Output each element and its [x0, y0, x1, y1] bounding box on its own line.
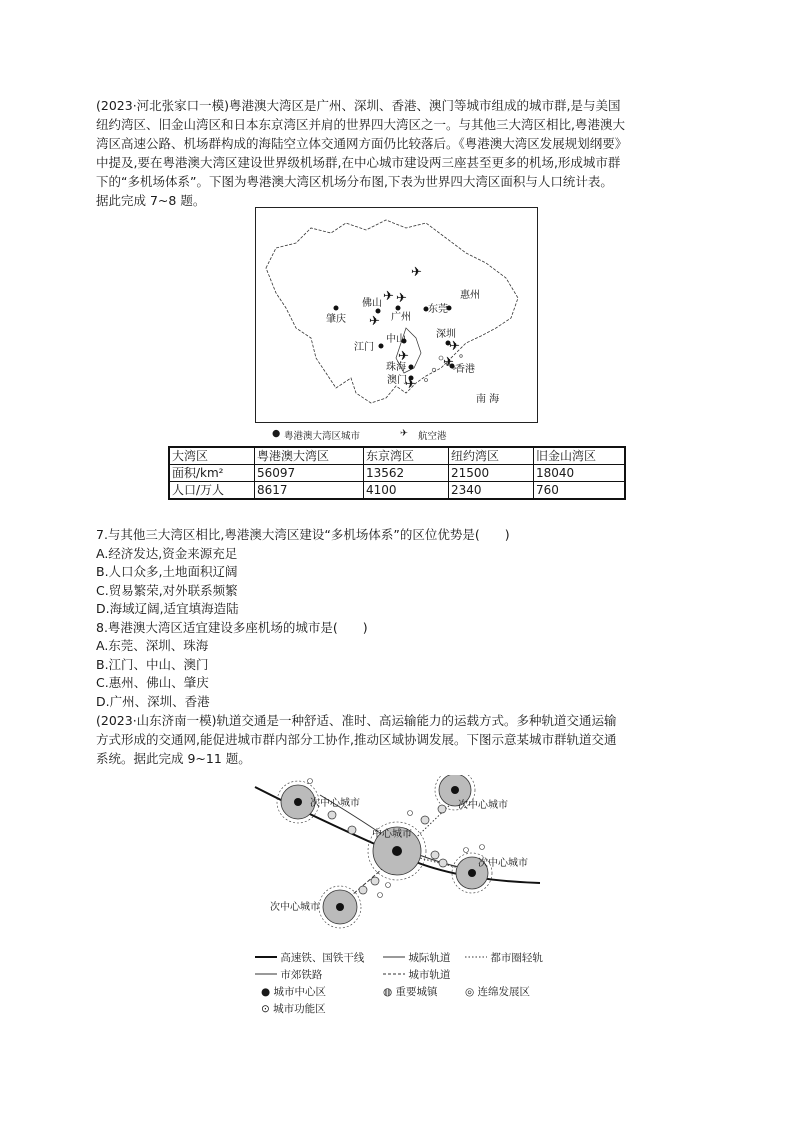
question-8-stem: 8.粤港澳大湾区适宜建设多座机场的城市是( ) [96, 619, 368, 635]
city-label-guangzhou: 广州 [391, 312, 411, 323]
legend-label: 城市功能区 [273, 1003, 326, 1015]
question-8-option[interactable]: D.广州、深圳、香港 [96, 693, 210, 709]
table-cell: 东京湾区 [364, 447, 449, 465]
question-7-stem: 7.与其他三大湾区相比,粤港澳大湾区建设“多机场体系”的区位优势是( ) [96, 527, 510, 542]
legend-intercity [383, 950, 450, 965]
city-label-zhaoqing: 肇庆 [326, 314, 346, 325]
sub-center-label: 次中心城市 [310, 798, 360, 809]
legend-label: 重要城镇 [395, 986, 438, 998]
contiguous-icon: ◎ [465, 986, 475, 998]
intro1-line: 中提及,要在粤港澳大湾区建设世界级机场群,在中心城市建设两三座甚至更多的机场,形成城市群 [96, 155, 621, 170]
intro2-line: (2023·山东济南一模)轨道交通是一种舒适、准时、高运输能力的运载方式。多种轨道交通运输 [96, 713, 617, 728]
legend-functional [261, 1001, 326, 1016]
legend-center [261, 984, 326, 999]
city-label-zhuhai: 珠海 [386, 362, 406, 373]
svg-text:✈: ✈ [449, 339, 460, 354]
legend-town [383, 984, 438, 999]
legend-label: 城际轨道 [408, 952, 451, 964]
table-cell: 4100 [364, 482, 449, 500]
table-header-row [169, 447, 625, 465]
sub-center-label: 次中心城市 [458, 800, 508, 811]
svg-text:✈: ✈ [369, 314, 380, 329]
question-7-option[interactable]: C.贸易繁荣,对外联系频繁 [96, 582, 238, 598]
city-label-zhongshan: 中山 [386, 334, 406, 345]
legend-label: 市郊铁路 [280, 969, 323, 981]
rail-transit-diagram [250, 775, 550, 945]
table-cell: 人口/万人 [169, 482, 255, 500]
legend-contiguous [465, 984, 530, 999]
legend-label: 连绵发展区 [477, 986, 531, 998]
svg-text:✈: ✈ [383, 289, 394, 304]
table-cell: 18040 [534, 465, 626, 482]
sub-center-label: 次中心城市 [270, 902, 320, 913]
legend-swatch [465, 953, 487, 961]
legend-swatch [383, 970, 405, 978]
map-drawing [256, 208, 537, 422]
table-cell: 粤港澳大湾区 [255, 447, 364, 465]
legend-label: 高速铁、国铁干线 [280, 952, 365, 964]
town-icon: ◍ [383, 986, 393, 998]
question-8-option[interactable]: C.惠州、佛山、肇庆 [96, 675, 209, 690]
legend-swatch [255, 970, 277, 978]
intro1-line: 纽约湾区、旧金山湾区和日本东京湾区并肩的世界四大湾区之一。与其他三大湾区相比,粤港澳大 [96, 117, 625, 132]
question-7-option[interactable]: B.人口众多,土地面积辽阔 [96, 564, 238, 579]
legend-metro-light [465, 950, 543, 965]
city-label-shenzhen: 深圳 [436, 329, 456, 340]
table-cell: 760 [534, 482, 626, 500]
legend-swatch [255, 953, 277, 961]
svg-text:✈: ✈ [405, 377, 416, 392]
intro2-line: 方式形成的交通网,能促进城市群内部分工协作,推动区域协调发展。下图示意某城市群轨道交通 [96, 732, 617, 747]
svg-text:✈: ✈ [398, 349, 409, 364]
question-8-option[interactable]: B.江门、中山、澳门 [96, 656, 209, 672]
functional-icon: ⊙ [261, 1003, 270, 1015]
city-label-huizhou: 惠州 [460, 290, 480, 301]
bay-area-stats-table [168, 446, 626, 500]
svg-text:✈: ✈ [443, 355, 454, 370]
table-cell: 大湾区 [169, 447, 255, 465]
intro1-line: 下的“多机场体系”。下图为粤港澳大湾区机场分布图,下表为世界四大湾区面积与人口统计表。 [96, 174, 613, 189]
airport-icon: ✈ [400, 428, 408, 439]
question-8-option[interactable]: A.东莞、深圳、珠海 [96, 638, 209, 653]
table-cell: 56097 [255, 465, 364, 482]
svg-text:✈: ✈ [396, 291, 407, 306]
city-label-macau: 澳门 [387, 375, 407, 386]
legend-airport-label: 航空港 [418, 431, 447, 442]
rail-legend [255, 950, 575, 1020]
city-label-foshan: 佛山 [362, 298, 382, 309]
legend-city-label: 粤港澳大湾区城市 [284, 431, 361, 442]
question-7-option[interactable]: A.经济发达,资金来源充足 [96, 545, 238, 561]
intro-paragraph-1 [96, 96, 696, 210]
legend-swatch [383, 953, 405, 961]
legend-label: 城市轨道 [408, 969, 451, 981]
legend-label: 城市中心区 [273, 986, 327, 998]
map-legend [272, 428, 602, 444]
city-label-dongguan: 东莞 [428, 304, 448, 315]
legend-city-dot: ● [272, 428, 281, 439]
table-cell: 面积/km² [169, 465, 255, 482]
legend-urban [383, 967, 450, 982]
table-cell: 纽约湾区 [449, 447, 534, 465]
table-cell: 8617 [255, 482, 364, 500]
table-cell: 旧金山湾区 [534, 447, 626, 465]
center-label: 中心城市 [372, 829, 412, 840]
intro1-line: 据此完成 7~8 题。 [96, 193, 206, 208]
table-row [169, 465, 625, 482]
intro-paragraph-2 [96, 711, 696, 768]
airport-map [255, 207, 538, 423]
sub-center-label: 次中心城市 [478, 858, 528, 869]
table-cell: 2340 [449, 482, 534, 500]
table-cell: 13562 [364, 465, 449, 482]
table-row [169, 482, 625, 500]
svg-text:✈: ✈ [411, 265, 422, 280]
questions-7-8 [96, 526, 716, 711]
intro2-line: 系统。据此完成 9~11 题。 [96, 751, 251, 766]
sea-label: 南 海 [476, 394, 500, 405]
legend-label: 都市圈轻轨 [490, 952, 543, 964]
legend-hsr [255, 950, 364, 965]
question-7-option[interactable]: D.海域辽阔,适宜填海造陆 [96, 601, 239, 616]
center-dot-icon: ● [261, 986, 271, 998]
city-label-hongkong: 香港 [455, 364, 475, 375]
table-cell: 21500 [449, 465, 534, 482]
legend-suburban [255, 967, 322, 982]
intro1-line: 湾区高速公路、机场群构成的海陆空立体交通网方面仍比较落后。《粤港澳大湾区发展规划纲要》 [96, 136, 628, 151]
city-label-jiangmen: 江门 [354, 342, 374, 353]
rail-drawing [250, 775, 550, 945]
intro1-line: (2023·河北张家口一模)粤港澳大湾区是广州、深圳、香港、澳门等城市组成的城市群,是与美国 [96, 98, 621, 113]
